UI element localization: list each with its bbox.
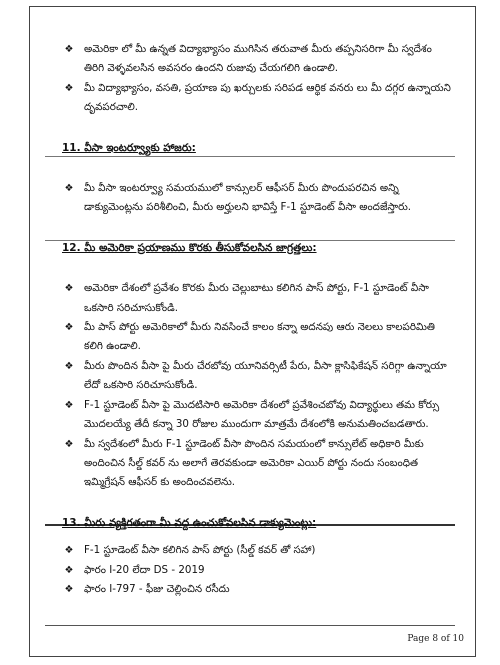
diamond-bullet-icon: ❖ — [64, 322, 74, 334]
list-item — [62, 79, 454, 118]
list-item — [62, 357, 454, 396]
document-body — [62, 40, 454, 599]
diamond-bullet-icon: ❖ — [64, 399, 74, 411]
diamond-bullet-icon: ❖ — [64, 438, 74, 450]
list-item-text: మీరు పొందిన వీసా పై మీరు చేరబోవు యూనివర్సిటీ పేరు, వీసా క్లాసిఫికేషన్ సరిగ్గా ఉన్నాయా లేదో ఒకసారి సరిచూసుకోండి. — [84, 359, 447, 392]
list-item-text: మీ స్వదేశంలో మీరు F-1 స్టూడెంట్ వీసా పొందిన సమయంలో కాన్సులేట్ అధికారి మీకు అందించిన సీల్డ్ కవర్ ను అలాగే తెరవకుండా అమెరికా ఎయిర్ పోర్టు నందు సంబంధిత ఇమ్మిగ్రేషన్ ఆఫీసర్ కు అందించవలెను. — [84, 437, 424, 489]
diamond-bullet-icon: ❖ — [64, 564, 74, 576]
diamond-bullet-icon: ❖ — [64, 545, 74, 557]
section-heading-visa-interview: 11. వీసా ఇంటర్వ్యూకు హాజరు: — [62, 141, 196, 154]
list-item — [62, 580, 454, 599]
diamond-bullet-icon: ❖ — [64, 183, 74, 195]
list-item — [62, 40, 454, 79]
diamond-bullet-icon: ❖ — [64, 583, 74, 595]
section-heading-documents: 13. మీరు వ్యక్తిగతంగా మీ వద్ద ఉంచుకోవలసిన డాక్యుమెంట్లు: — [62, 516, 317, 529]
list-item — [62, 318, 454, 357]
list-item-text: F-1 స్టూడెంట్ వీసా పై మొదటిసారి అమెరికా దేశంలో ప్రవేశించబోవు విద్యార్థులు తమ కోర్సు మొదలయ్యే తేదీ కన్నా 30 రోజుల ముందుగా మాత్రమే దేశంలోకి అనుమతించబడతారు. — [84, 398, 440, 431]
list-item-text: ఫారం I-797 - ఫీజు చెల్లించిన రసీదు — [84, 582, 230, 595]
list-item-text: మీ విద్యాభ్యాసం, వసతి, ప్రయాణ పు ఖర్చులకు సరిపడ ఆర్థిక వనరు లు మీ దగ్గర ఉన్నాయని దృవపరచాలి. — [84, 81, 451, 114]
list-item — [62, 179, 454, 218]
diamond-bullet-icon: ❖ — [64, 82, 74, 94]
footer-divider — [45, 625, 455, 626]
list-item-text: మీ వీసా ఇంటర్వ్యూ సమయములో కాన్సులర్ ఆఫీసర్ మీరు పొందుపరచిన అన్ని డాక్యుమెంట్లను పరిశీలించి, మీరు అర్హులని భావిస్తే F-1 స్టూడెంట్ వీసా అందజేస్తారు. — [84, 182, 412, 214]
list-item-text: అమెరికా లో మీ ఉన్నత విద్యాభ్యాసం ముగిసిన తరువాత మీరు తప్పనిసరిగా మీ స్వదేశం తిరిగి వెళ్ళవలసిన అవసరం ఉందని రుజువు చేయగలిగి ఉండాలి. — [84, 43, 432, 75]
list-item — [62, 396, 454, 435]
list-item — [62, 279, 454, 318]
section-heading-travel-precautions: 12. మీ అమెరికా ప్రయాణము కొరకు తీసుకోవలసిన జాగ్రత్తలు: — [62, 241, 317, 254]
page-number: Page 8 of 10 — [407, 634, 464, 644]
list-item — [62, 561, 454, 580]
diamond-bullet-icon: ❖ — [64, 44, 74, 55]
list-item-text: F-1 స్టూడెంట్ వీసా కలిగిన పాస్ పోర్టు (సీల్డ్ కవర్ తో సహా) — [84, 544, 316, 557]
list-item-text: ఫారం I-20 లేదా DS - 2019 — [84, 563, 205, 576]
list-item-text: మీ పాస్ పోర్టు అమెరికాలో మీరు నివసించే కాలం కన్నా అదనపు ఆరు నెలలు కాలపరిమితి కలిగి ఉండాలి. — [84, 321, 435, 353]
list-item-text: అమెరికా దేశంలో ప్రవేశం కొరకు మీరు చెల్లుబాటు కలిగిన పాస్ పోర్టు, F-1 స్టూడెంట్ వీసా ఒకసారి సరిచూసుకోండి. — [84, 282, 429, 314]
list-item — [62, 435, 454, 493]
list-item — [62, 541, 454, 560]
diamond-bullet-icon: ❖ — [64, 283, 74, 295]
diamond-bullet-icon: ❖ — [64, 360, 74, 372]
